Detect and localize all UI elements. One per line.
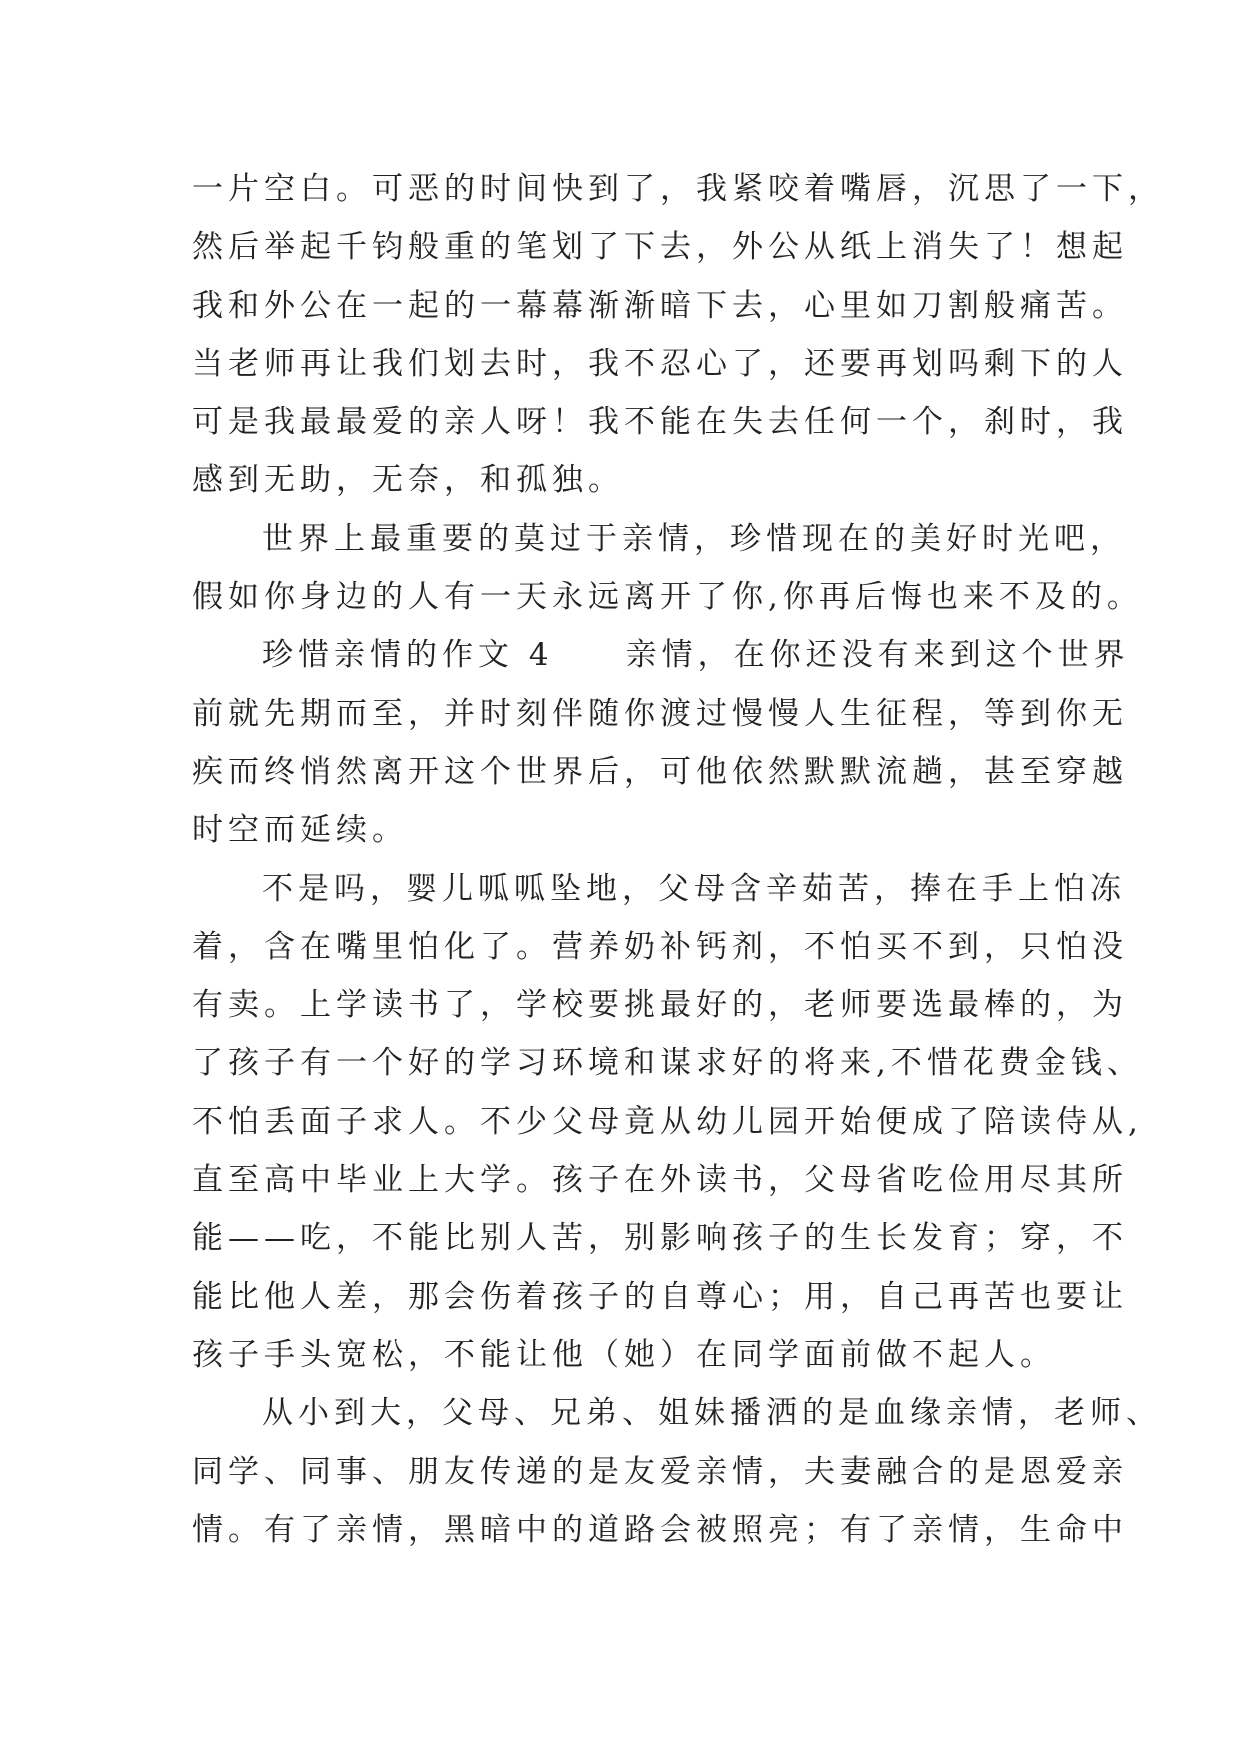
text-line: 直至高中毕业上大学。孩子在外读书，父母省吃俭用尽其所: [192, 1162, 1128, 1199]
text-line: 时空而延续。: [192, 812, 408, 849]
text-line: 当老师再让我们划去时，我不忍心了，还要再划吗剩下的人: [192, 345, 1128, 382]
text-line: 不是吗，婴儿呱呱坠地，父母含辛茹苦，捧在手上怕冻: [262, 870, 1126, 907]
text-line: 孩子手头宽松，不能让他（她）在同学面前做不起人。: [192, 1336, 1056, 1373]
document-body: [192, 160, 1164, 1559]
text-line: 一片空白。可恶的时间快到了，我紧咬着嘴唇，沉思了一下，: [192, 171, 1164, 207]
text-line: 能——吃，不能比别人苦，别影响孩子的生长发育；穿，不: [192, 1220, 1128, 1257]
text-line: 感到无助，无奈，和孤独。: [192, 462, 624, 499]
text-line: 着，含在嘴里怕化了。营养奶补钙剂，不怕买不到，只怕没: [192, 928, 1128, 965]
text-line: 疾而终悄然离开这个世界后，可他依然默默流趟，甚至穿越: [192, 753, 1128, 790]
text-line: 世界上最重要的莫过于亲情，珍惜现在的美好时光吧，: [262, 520, 1126, 557]
text-line: 同学、同事、朋友传递的是友爱亲情，夫妻融合的是恩爱亲: [192, 1453, 1128, 1490]
text-line: 我和外公在一起的一幕幕渐渐暗下去，心里如刀割般痛苦。: [192, 287, 1128, 324]
text-line: 能比他人差，那会伤着孩子的自尊心；用，自己再苦也要让: [192, 1278, 1128, 1315]
text-line: 了孩子有一个好的学习环境和谋求好的将来,不惜花费金钱、: [192, 1045, 1143, 1082]
text-line: 不怕丢面子求人。不少父母竟从幼儿园开始便成了陪读侍从,: [192, 1103, 1143, 1140]
text-line: 情。有了亲情，黑暗中的道路会被照亮；有了亲情，生命中: [192, 1511, 1128, 1548]
text-line: 然后举起千钧般重的笔划了下去，外公从纸上消失了！想起: [192, 229, 1128, 266]
text-line: 假如你身边的人有一天永远离开了你,你再后悔也来不及的。: [192, 579, 1143, 616]
text-line: 从小到大，父母、兄弟、姐妹播洒的是血缘亲情，老师、: [262, 1395, 1162, 1432]
text-line: 有卖。上学读书了，学校要挑最好的，老师要选最棒的，为: [192, 987, 1128, 1024]
text-line: 前就先期而至，并时刻伴随你渡过慢慢人生征程，等到你无: [192, 695, 1128, 732]
text-line: 珍惜亲情的作文 4 亲情，在你还没有来到这个世界: [262, 637, 1130, 674]
text-line: 可是我最最爱的亲人呀！我不能在失去任何一个，刹时，我: [192, 404, 1128, 441]
